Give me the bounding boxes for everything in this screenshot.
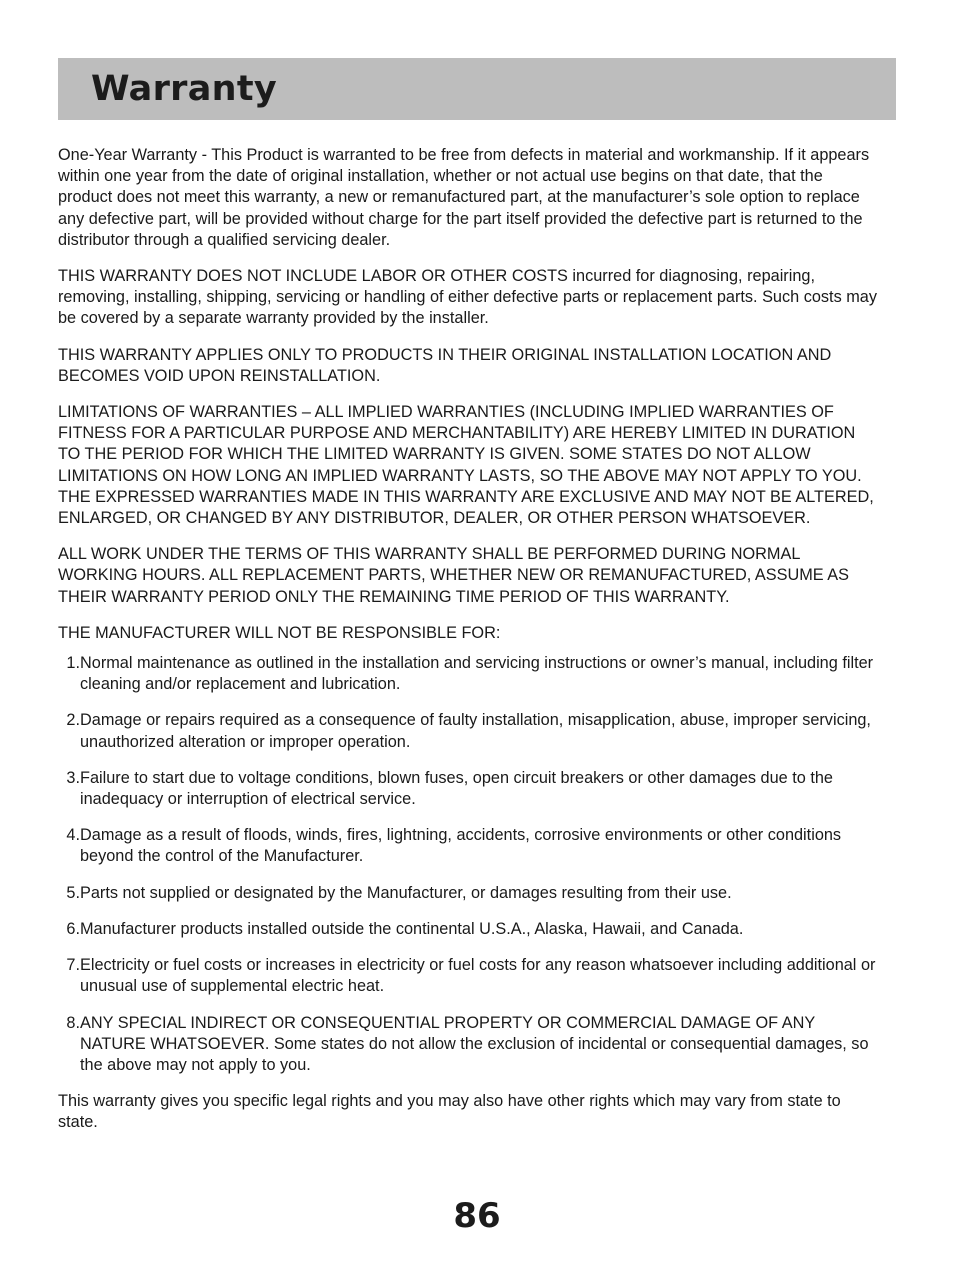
page-number: 86 <box>453 1196 501 1236</box>
warranty-body <box>58 145 878 1149</box>
list-item-text: Normal maintenance as outlined in the installation and servicing instructions or owner’s manual, including filter cleaning and/or replacement and lubrication. <box>80 654 874 694</box>
list-item-number: 8. <box>66 1013 80 1032</box>
not-responsible-heading: THE MANUFACTURER WILL NOT BE RESPONSIBLE FOR: <box>58 623 501 642</box>
closing-paragraph: This warranty gives you specific legal rights and you may also have other rights which may vary from state to state. <box>58 1092 841 1132</box>
list-item-text: Failure to start due to voltage conditions, blown fuses, open circuit breakers or other damages due to the inadequacy or interruption of electrical service. <box>80 768 833 809</box>
list-item-number: 5. <box>66 883 80 902</box>
list-item-number: 2. <box>66 711 80 730</box>
work-hours-paragraph: ALL WORK UNDER THE TERMS OF THIS WARRANTY SHALL BE PERFORMED DURING NORMAL WORKING HOURS. ALL REPLACEMENT PARTS, WHETHER NEW OR REMANUFACTURED, ASSUME AS THEIR WARRANTY PERIOD ONLY THE REMAINING TIME PERIOD OF THIS WARRANTY. <box>58 545 849 606</box>
labor-costs-paragraph: THIS WARRANTY DOES NOT INCLUDE LABOR OR OTHER COSTS incurred for diagnosing, repairing, removing, installing, shipping, servicing or handling of either defective parts or replacement parts. Such costs may be covered by a separate warranty provided by the installer. <box>58 267 877 328</box>
list-item <box>58 919 878 940</box>
list-item-text: Damage or repairs required as a consequence of faulty installation, misapplication, abuse, improper servicing, unauthorized alteration or improper operation. <box>80 711 871 751</box>
one-year-warranty-paragraph: One-Year Warranty - This Product is warranted to be free from defects in material and workmanship. If it appears within one year from the date of original installation, whether or not actual use begins on that date, that the product does not meet this warranty, a new or remanufactured part, at the manufacturer’s sole option to replace any defective part, will be provided without charge for the part itself provided the defective part is returned to the distributor through a qualified servicing dealer. <box>58 146 870 249</box>
list-item-number: 3. <box>66 768 80 787</box>
list-item-text: Electricity or fuel costs or increases in electricity or fuel costs for any reason whatsoever including additional or unusual use of supplemental electric heat. <box>80 956 876 996</box>
list-item-number: 6. <box>66 919 80 938</box>
list-item-number: 7. <box>66 956 80 975</box>
list-item <box>58 955 878 997</box>
list-item <box>58 825 878 867</box>
limitations-paragraph: LIMITATIONS OF WARRANTIES – ALL IMPLIED WARRANTIES (INCLUDING IMPLIED WARRANTIES OF FITNESS FOR A PARTICULAR PURPOSE AND MERCHANTABILITY) ARE HEREBY LIMITED IN DURATION TO THE PERIOD FOR WHICH THE LIMITED WARRANTY IS GIVEN. SOME STATES DO NOT ALLOW LIMITATIONS ON HOW LONG AN IMPLIED WARRANTY LASTS, SO THE ABOVE MAY NOT APPLY TO YOU. THE EXPRESSED WARRANTIES MADE IN THIS WARRANTY ARE EXCLUSIVE AND MAY NOT BE ALTERED, ENLARGED, OR CHANGED BY ANY DISTRIBUTOR, DEALER, OR OTHER PERSON WHATSOEVER. <box>58 403 874 528</box>
list-item-text: Parts not supplied or designated by the Manufacturer, or damages resulting from their use. <box>80 883 732 902</box>
list-item-text: ANY SPECIAL INDIRECT OR CONSEQUENTIAL PROPERTY OR COMMERCIAL DAMAGE OF ANY NATURE WHATSOEVER. Some states do not allow the exclusion of incidental or consequential damages, so the above may not apply to you. <box>80 1013 869 1074</box>
exclusions-list <box>58 653 878 1076</box>
list-item <box>58 1013 878 1077</box>
applies-paragraph: THIS WARRANTY APPLIES ONLY TO PRODUCTS IN THEIR ORIGINAL INSTALLATION LOCATION AND BECOMES VOID UPON REINSTALLATION. <box>58 345 832 385</box>
list-item-text: Manufacturer products installed outside the continental U.S.A., Alaska, Hawaii, and Canada. <box>80 919 744 938</box>
list-item-number: 4. <box>66 826 80 845</box>
list-item <box>58 653 878 695</box>
list-item-text: Damage as a result of floods, winds, fires, lightning, accidents, corrosive environments or other conditions beyond the control of the Manufacturer. <box>80 826 842 866</box>
list-item-number: 1. <box>66 654 80 673</box>
list-item <box>58 768 878 810</box>
list-item <box>58 883 878 904</box>
page-title: Warranty <box>91 69 277 109</box>
list-item <box>58 710 878 752</box>
header-band <box>58 58 896 120</box>
